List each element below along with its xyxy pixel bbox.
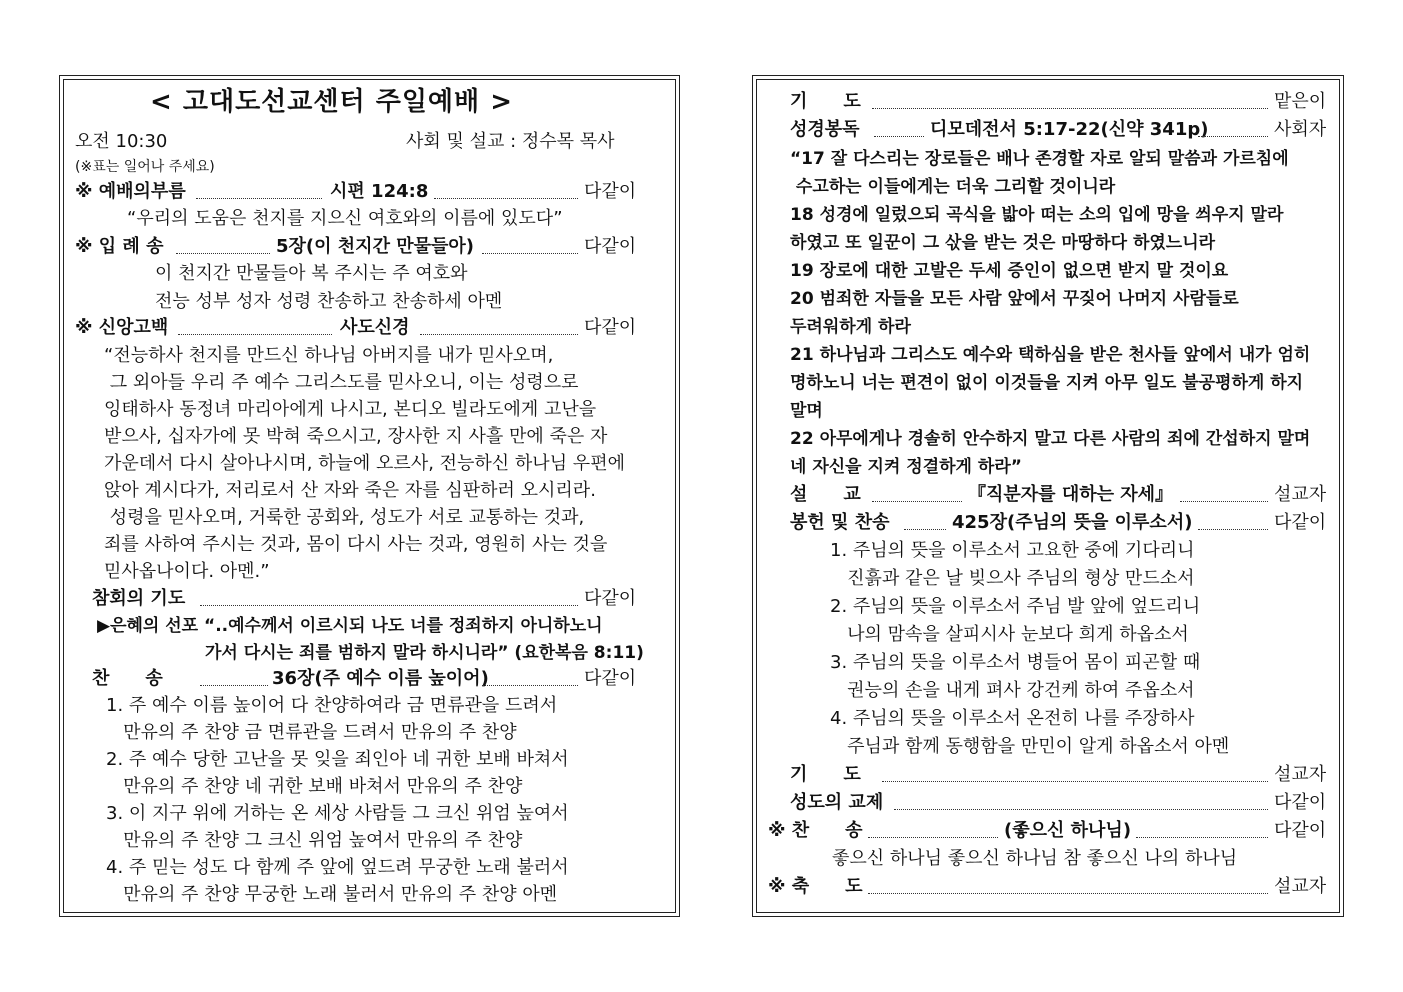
hymn-line: 만유의 주 찬양 네 귀한 보배 바쳐서 만유의 주 찬양: [106, 776, 523, 797]
worship-title: < 고대도선교센터 주일예배 >: [150, 87, 514, 117]
call-to-worship-reference: 시편 124:8: [330, 181, 429, 202]
offering-hymn-line: 1. 주님의 뜻을 이루소서 고요한 중에 기다리니: [830, 540, 1195, 561]
fellowship-who: 다같이: [1274, 792, 1327, 813]
offering-who: 다같이: [1274, 512, 1327, 533]
scripture-line: 네 자신을 지켜 정결하게 하라”: [790, 457, 1022, 477]
hymn-line: 1. 주 예수 이름 높이어 다 찬양하여라 금 면류관을 드려서: [106, 695, 558, 716]
scripture-line: 수고하는 이들에게는 더욱 그리할 것이니라: [790, 177, 1116, 197]
leader-dots: [872, 501, 962, 502]
song-label: ※ 찬 송: [768, 820, 863, 841]
entrance-hymn-title: 5장(이 천지간 만물들아): [276, 236, 475, 257]
hymn-line: 2. 주 예수 당한 고난을 못 잊을 죄인아 네 귀한 보배 바쳐서: [106, 749, 569, 770]
offering-hymn-line: 2. 주님의 뜻을 이루소서 주님 발 앞에 엎드리니: [830, 596, 1201, 617]
creed-line: 가운데서 다시 살아나시며, 하늘에 오르사, 전능하신 하나님 우편에: [104, 453, 625, 474]
leader-dots: [868, 893, 1268, 894]
hymn-line: 4. 주 믿는 성도 다 함께 주 앞에 엎드려 무궁한 노래 불러서: [106, 857, 569, 878]
offering-hymn-line: 나의 맘속을 살피시사 눈보다 희게 하옵소서: [830, 624, 1189, 645]
leader-dots: [894, 809, 1268, 810]
hymn-line: 만유의 주 찬양 무궁한 노래 불러서 만유의 주 찬양 아멘: [106, 884, 558, 905]
declaration-of-grace: ▶은혜의 선포 “..예수께서 이르시되 나도 너를 정죄하지 아니하노니: [97, 616, 603, 636]
prayer-who: 맡은이: [1274, 91, 1327, 112]
leader-dots: [1198, 136, 1268, 137]
call-to-worship-who: 다같이: [584, 181, 637, 202]
leader-dots: [434, 198, 578, 199]
scripture-line: 18 성경에 일렀으되 곡식을 밟아 떠는 소의 입에 망을 씌우지 말라: [790, 205, 1284, 225]
creed-line: 죄를 사하여 주시는 것과, 몸이 다시 사는 것과, 영원히 사는 것을: [104, 534, 608, 555]
service-time: 오전 10:30: [75, 131, 168, 152]
scripture-reference: 디모데전서 5:17-22(신약 341p): [930, 119, 1209, 140]
sermon-who: 설교자: [1274, 484, 1327, 505]
closing-prayer-who: 설교자: [1274, 764, 1327, 785]
leader-dots: [904, 529, 946, 530]
song-who: 다같이: [1274, 820, 1327, 841]
repentance-prayer-who: 다같이: [584, 588, 637, 609]
creed-line: 믿사옵나이다. 아멘.”: [104, 561, 270, 582]
creed-who: 다같이: [584, 317, 637, 338]
offering-hymn-line: 진흙과 같은 날 빚으사 주님의 형상 만드소서: [830, 568, 1195, 589]
closing-prayer-label: 기 도: [790, 764, 861, 785]
benediction-who: 설교자: [1274, 876, 1327, 897]
scripture-line: 두려워하게 하라: [790, 317, 911, 337]
scripture-line: 21 하나님과 그리스도 예수와 택하심을 받은 천사들 앞에서 내가 엄히: [790, 345, 1311, 365]
offering-hymn-title: 425장(주님의 뜻을 이루소서): [952, 512, 1193, 533]
leader-dots: [1136, 837, 1268, 838]
leader-dots: [200, 685, 268, 686]
creed-line: 받으사, 십자가에 못 박혀 죽으시고, 장사한 지 사흘 만에 죽은 자: [104, 426, 608, 447]
leader-dots: [868, 837, 998, 838]
scripture-reader: 사회자: [1274, 119, 1327, 140]
leader-dots: [482, 253, 578, 254]
creed-line: 성령을 믿사오며, 거룩한 공회와, 성도가 서로 교통하는 것과,: [104, 507, 585, 528]
call-to-worship-label: ※ 예배의부름: [75, 181, 186, 202]
hymn-line: 3. 이 지구 위에 거하는 온 세상 사람들 그 크신 위엄 높여서: [106, 803, 569, 824]
scripture-line: 19 장로에 대한 고발은 두세 증인이 없으면 받지 말 것이요: [790, 261, 1229, 281]
leader-dots: [196, 198, 322, 199]
offering-hymn-line: 권능의 손을 내게 펴사 강건케 하여 주옵소서: [830, 680, 1195, 701]
sermon-label: 설 교: [790, 484, 861, 505]
creed-line: 잉태하사 동정녀 마리아에게 나시고, 본디오 빌라도에게 고난을: [104, 399, 597, 420]
hymn-who: 다같이: [584, 668, 637, 689]
creed-line: 그 외아들 우리 주 예수 그리스도를 믿사오니, 이는 성령으로: [104, 372, 579, 393]
song-lyrics: 좋으신 하나님 좋으신 하나님 참 좋으신 나의 하나님: [832, 848, 1238, 869]
leader-dots: [1180, 501, 1268, 502]
hymn-line: 만유의 주 찬양 금 면류관을 드려서 만유의 주 찬양: [106, 722, 517, 743]
leader-dots: [420, 334, 578, 335]
hymn-line: 만유의 주 찬양 그 크신 위엄 높여서 만유의 주 찬양: [106, 830, 523, 851]
fellowship-label: 성도의 교제: [790, 792, 884, 813]
service-leader: 사회 및 설교 : 정수목 목사: [406, 131, 615, 152]
entrance-hymn-label: ※ 입 례 송: [75, 236, 164, 257]
leader-dots: [178, 334, 332, 335]
stand-note: (※표는 일어나 주세요): [75, 159, 215, 175]
leader-dots: [872, 108, 1268, 109]
offering-label: 봉헌 및 찬송: [790, 512, 890, 533]
scripture-line: 22 아무에게나 경솔히 안수하지 말고 다른 사람의 죄에 간섭하지 말며: [790, 429, 1311, 449]
leader-dots: [874, 136, 924, 137]
scripture-line: 하였고 또 일꾼이 그 삯을 받는 것은 마땅하다 하였느니라: [790, 233, 1216, 253]
creed-line: “전능하사 천지를 만드신 하나님 아버지를 내가 믿사오며,: [104, 345, 554, 366]
leader-dots: [882, 781, 1268, 782]
creed-title: 사도신경: [340, 317, 410, 338]
declaration-of-grace-line2: 가서 다시는 죄를 범하지 말라 하시니라” (요한복음 8:11): [205, 643, 644, 663]
scripture-line: 명하노니 너는 편견이 없이 이것들을 지켜 아무 일도 불공평하게 하지: [790, 373, 1304, 393]
leader-dots: [482, 685, 578, 686]
leader-dots: [1198, 529, 1268, 530]
scripture-line: 말며: [790, 401, 823, 421]
repentance-prayer-label: 참회의 기도: [92, 588, 186, 609]
scripture-reading-label: 성경봉독: [790, 119, 860, 140]
creed-line: 앉아 계시다가, 저리로서 산 자와 죽은 자를 심판하러 오시리라.: [104, 480, 596, 501]
hymn-title: 36장(주 예수 이름 높이어): [272, 668, 489, 689]
offering-hymn-line: 4. 주님의 뜻을 이루소서 온전히 나를 주장하사: [830, 708, 1195, 729]
song-title: (좋으신 하나님): [1004, 820, 1132, 841]
offering-hymn-line: 주님과 함께 동행함을 만민이 알게 하옵소서 아멘: [830, 736, 1230, 757]
scripture-line: “17 잘 다스리는 장로들은 배나 존경할 자로 알되 말씀과 가르침에: [790, 149, 1289, 169]
benediction-label: ※ 축 도: [768, 876, 863, 897]
scripture-line: 20 범죄한 자들을 모든 사람 앞에서 꾸짖어 나머지 사람들로: [790, 289, 1239, 309]
creed-label: ※ 신앙고백: [75, 317, 169, 338]
call-to-worship-text: “우리의 도움은 천지를 지으신 여호와의 이름에 있도다”: [127, 208, 563, 229]
entrance-hymn-who: 다같이: [584, 236, 637, 257]
sermon-title: 『직분자를 대하는 자세』: [968, 484, 1174, 505]
leader-dots: [200, 605, 578, 606]
hymn-label: 찬 송: [92, 668, 163, 689]
entrance-hymn-line: 이 천지간 만물들아 복 주시는 주 여호와: [155, 263, 468, 284]
entrance-hymn-line: 전능 성부 성자 성령 찬송하고 찬송하세 아멘: [155, 291, 503, 312]
prayer-label: 기 도: [790, 91, 861, 112]
offering-hymn-line: 3. 주님의 뜻을 이루소서 병들어 몸이 피곤할 때: [830, 652, 1201, 673]
leader-dots: [176, 253, 270, 254]
